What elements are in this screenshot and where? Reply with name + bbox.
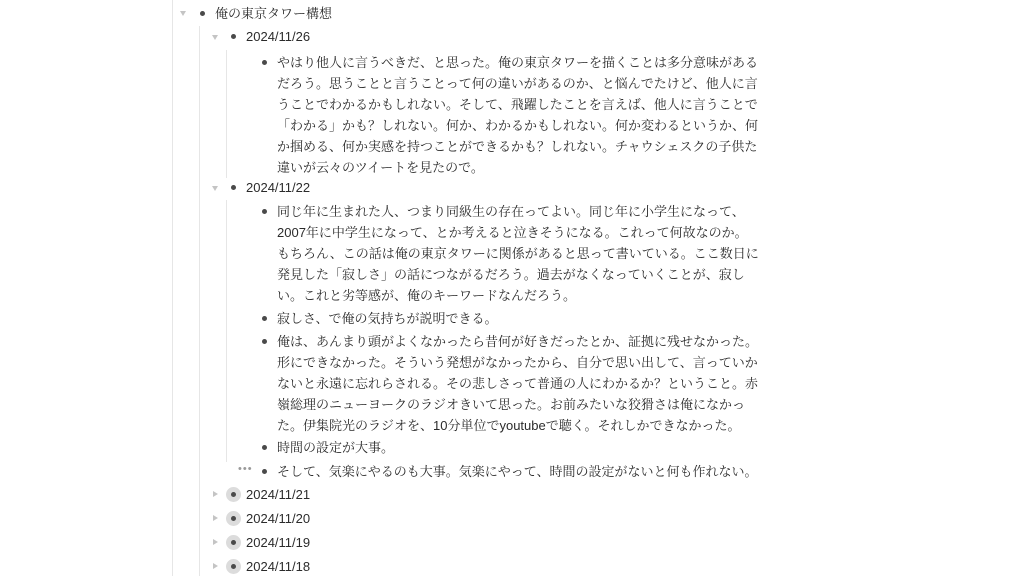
bullet-icon[interactable]: [231, 516, 236, 521]
bullet-icon[interactable]: [262, 469, 267, 474]
entry-1126-children-guide: [226, 50, 227, 178]
expand-triangle-icon[interactable]: [213, 491, 218, 497]
item-text[interactable]: 同じ年に生まれた人、つまり同級生の存在ってよい。同じ年に小学生になって、2007年に中学生になって、とか考えると泣きそうになる。これって何故なのか。もちろん、この話は俺の東京タワーに関係があると思って書いている。ここ数日に発見した「寂しさ」の話につながるだろう。過去がなくなっていくことが、寂しい。これと劣等感が、俺のキーワードなんだろう。: [277, 204, 759, 303]
bullet-icon[interactable]: [231, 492, 236, 497]
item-text[interactable]: そして、気楽にやるのも大事。気楽にやって、時間の設定がないと何も作れない。: [277, 464, 758, 479]
entry-date[interactable]: 2024/11/26: [246, 29, 311, 44]
collapse-triangle-icon[interactable]: [180, 11, 186, 16]
collapse-triangle-icon[interactable]: [212, 186, 218, 191]
entry-date[interactable]: 2024/11/20: [246, 511, 311, 526]
item-text[interactable]: 時間の設定が大事。: [277, 440, 395, 455]
bullet-icon[interactable]: [262, 339, 267, 344]
entry-1122-children-guide: [226, 200, 227, 462]
bullet-icon[interactable]: [231, 564, 236, 569]
entry-date[interactable]: 2024/11/21: [246, 487, 311, 502]
bullet-icon[interactable]: [262, 445, 267, 450]
root-title[interactable]: 俺の東京タワー構想: [215, 6, 333, 21]
item-text[interactable]: 寂しさ、で俺の気持ちが説明できる。: [277, 311, 498, 326]
bullet-icon[interactable]: [262, 316, 267, 321]
expand-triangle-icon[interactable]: [213, 563, 218, 569]
entry-date[interactable]: 2024/11/22: [246, 180, 311, 195]
ellipsis-icon[interactable]: •••: [238, 463, 253, 475]
bullet-icon[interactable]: [231, 185, 236, 190]
bullet-icon[interactable]: [231, 34, 236, 39]
expand-triangle-icon[interactable]: [213, 539, 218, 545]
bullet-icon[interactable]: [262, 209, 267, 214]
bullet-icon[interactable]: [262, 60, 267, 65]
outline-left-border: [172, 0, 173, 576]
item-text[interactable]: やはり他人に言うべきだ、と思った。俺の東京タワーを描くことは多分意味があるだろう。思うことと言うことって何の違いがあるのか、と悩んでたけど、他人に言うことでわかるかもしれない。そして、飛躍したことを言えば、他人に言うことで「わかる」かも？しれない。何か、わかるかもしれない。何か変わるというか、何か掴める、何か実感を持つことができるかも？しれない。チャウシェスクの子供た違いが云々のツイートを見たので。: [277, 55, 759, 175]
collapse-triangle-icon[interactable]: [212, 35, 218, 40]
entry-date[interactable]: 2024/11/19: [246, 535, 311, 550]
entry-date[interactable]: 2024/11/18: [246, 559, 311, 574]
bullet-icon[interactable]: [231, 540, 236, 545]
item-text[interactable]: 俺は、あんまり頭がよくなかったら昔何が好きだったとか、証拠に残せなかった。形にできなかった。そういう発想がなかったから、自分で思い出して、言っていかないと永遠に忘れらされる。その悲しさって普通の人にわかるか？ということ。赤嶺総理のニューヨークのラジオきいて思った。お前みたいな狡猾さは俺になかった。伊集院光のラジオを、10分単位でyoutubeで聴く。それしかできなかった。: [277, 334, 759, 433]
root-children-guide: [199, 26, 200, 576]
bullet-icon[interactable]: [200, 11, 205, 16]
expand-triangle-icon[interactable]: [213, 515, 218, 521]
